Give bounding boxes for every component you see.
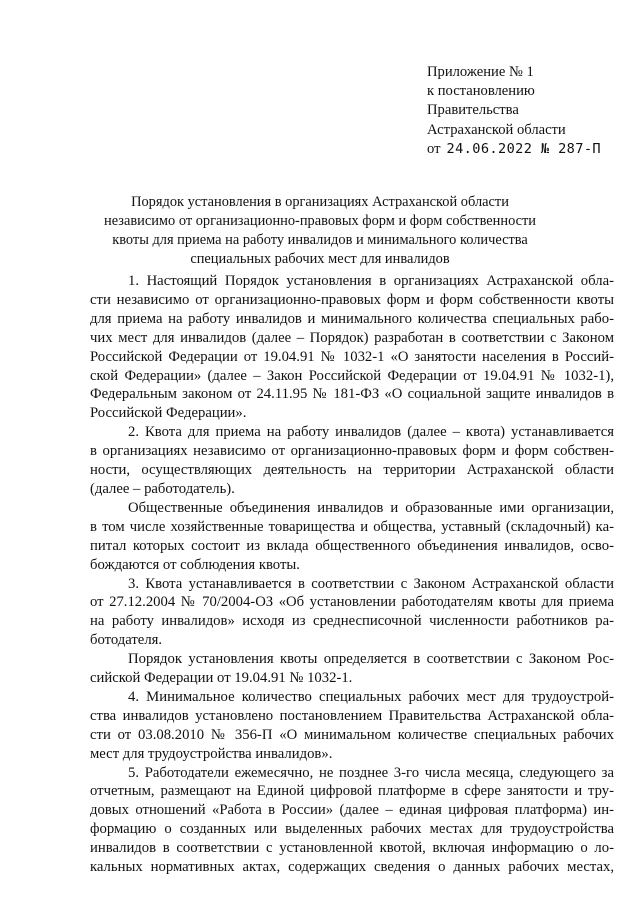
- body-line: Российской Федерации от 19.04.91 № 1032-1 «О занятости населения в Россий-: [90, 348, 614, 365]
- body-line: Федеральным законом от 24.11.95 № 181-ФЗ «О социальной защите инвалидов в: [90, 386, 614, 403]
- body-line: ства инвалидов установлено постановлением Правительства Астраханской обла-: [90, 707, 614, 724]
- appendix-date-line: [427, 140, 627, 159]
- document-title: [78, 193, 562, 269]
- body-line: мест для трудоустройства инвалидов».: [90, 745, 333, 762]
- body-line: сти от 03.08.2010 № 356-П «О минимальном количестве специальных рабочих: [90, 726, 614, 743]
- body-line: отчетным, размещают на Единой цифровой платформе в сфере занятости и тру-: [90, 783, 614, 800]
- body-line: ботодателя.: [90, 632, 163, 649]
- body-line: от 27.12.2004 № 70/2004-ОЗ «Об установлении работодателям квоты для приема: [90, 594, 614, 611]
- body-line: Порядок установления квоты определяется в соответствии с Законом Рос-: [128, 651, 614, 668]
- body-line: (далее – работодатель).: [90, 480, 235, 497]
- body-line: на работу инвалидов» исходя из среднесписочной численности работников ра-: [90, 613, 614, 630]
- body-line: для приема на работу инвалидов и минимального количества специальных рабо-: [90, 310, 614, 327]
- appendix-line: Приложение № 1: [427, 64, 534, 80]
- title-line: Порядок установления в организациях Астраханской области: [131, 194, 509, 210]
- title-line: независимо от организационно-правовых форм и форм собственности: [104, 213, 536, 229]
- appendix-line: Астраханской области: [427, 121, 566, 138]
- document-body: [90, 272, 614, 877]
- body-line: ской Федерации» (далее – Закон Российской Федерации от 19.04.91 № 1032-1),: [90, 367, 614, 384]
- resolution-stamp: 24.06.2022 № 287-П: [446, 140, 601, 157]
- appendix-header: [427, 63, 627, 159]
- body-line: Российской Федерации».: [90, 405, 247, 422]
- body-line: 1. Настоящий Порядок установления в организациях Астраханской обла-: [128, 273, 614, 289]
- body-line: инвалидов в соответствии с установленной квотой, включая информацию о ло-: [90, 840, 614, 857]
- title-line: квоты для приема на работу инвалидов и минимального количества: [112, 232, 528, 248]
- body-line: ности, осуществляющих деятельность на территории Астраханской области: [90, 462, 614, 479]
- body-line: чих мест для инвалидов (далее – Порядок) разработан в соответствии с Законом: [90, 329, 614, 346]
- appendix-line: к постановлению: [427, 83, 535, 100]
- body-line: довых отношений «Работа в России» (далее – единая цифровая платформа) ин-: [90, 802, 614, 819]
- body-line: 5. Работодатели ежемесячно, не позднее 3-го числа месяца, следующего за: [128, 764, 614, 781]
- body-line: в том числе хозяйственные товарищества и общества, уставный (складочный) ка-: [90, 518, 614, 535]
- body-line: кальных нормативных актах, содержащих сведения о данных рабочих местах,: [90, 859, 614, 876]
- body-line: в организациях независимо от организационно-правовых форм и форм собствен-: [90, 443, 614, 460]
- body-line: 3. Квота устанавливается в соответствии с Законом Астраханской области: [128, 575, 614, 592]
- body-line: формацию о созданных или выделенных рабочих местах для трудоустройства: [90, 821, 614, 838]
- body-line: 2. Квота для приема на работу инвалидов (далее – квота) устанавливается: [128, 424, 614, 441]
- appendix-from-label: от: [427, 140, 441, 157]
- body-line: питал которых состоит из вклада общественного объединения инвалидов, осво-: [90, 537, 614, 554]
- body-line: сийской Федерации от 19.04.91 № 1032-1.: [90, 670, 353, 687]
- body-line: сти независимо от организационно-правовых форм и форм собственности квоты: [90, 291, 614, 308]
- body-line: бождаются от соблюдения квоты.: [90, 556, 300, 573]
- body-line: Общественные объединения инвалидов и образованные ими организации,: [128, 499, 614, 516]
- body-line: 4. Минимальное количество специальных рабочих мест для трудоустрой-: [128, 688, 614, 705]
- appendix-line: Правительства: [427, 102, 519, 119]
- title-line: специальных рабочих мест для инвалидов: [190, 251, 450, 267]
